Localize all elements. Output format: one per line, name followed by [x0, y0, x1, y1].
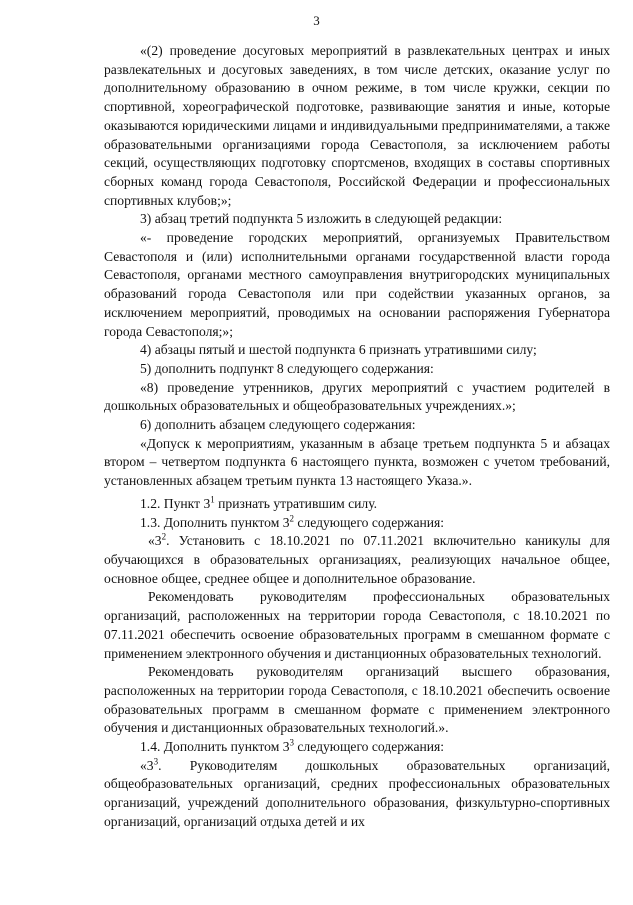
- paragraph-item-4: 4) абзацы пятый и шестой подпункта 6 признать утратившими силу;: [140, 342, 537, 358]
- quoted-3-2-before: «3: [148, 533, 162, 549]
- item-1-3-sup: 2: [289, 513, 294, 524]
- paragraph-recommend-professional: Рекомендовать руководителям профессиональных образовательных организаций, расположенных на территории города Севастополя, с 18.10.2021 по 07.11.2021 обеспечить освоение образовательных программ в смешанном формате с применением электронного обучения и дистанционных образовательных технологий.: [104, 589, 610, 661]
- item-1-4-after: следующего содержания:: [294, 739, 445, 755]
- paragraph-item-1-4: [104, 738, 610, 757]
- document-body: [104, 42, 610, 832]
- paragraph-item-5: 5) дополнить подпункт 8 следующего содержания:: [140, 360, 434, 376]
- item-1-4-before: 1.4. Дополнить пунктом 3: [140, 739, 290, 755]
- item-1-2-sup: 1: [210, 494, 215, 505]
- item-1-2-before: 1.2. Пункт 3: [140, 495, 211, 511]
- quoted-3-3-sup: 3: [153, 756, 159, 767]
- paragraph-quoted-item-8: «8) проведение утренников, других мероприятий с участием родителей в дошкольных образовательных и общеобразовательных учреждениях.»;: [104, 379, 610, 414]
- paragraph-item-1-3: [104, 514, 610, 533]
- paragraph-recommend-higher: Рекомендовать руководителям организаций высшего образования, расположенных на территории города Севастополя, с 18.10.2021 обеспечить освоение образовательных программ в смешанном формате с применением электронного обучения и дистанционных образовательных технологий.».: [104, 664, 610, 736]
- item-1-4-sup: 3: [289, 737, 294, 748]
- quoted-3-3-before: «3: [140, 757, 154, 773]
- paragraph-quoted-3-3: [104, 757, 610, 832]
- quoted-3-3-after: . Руководителям дошкольных образовательных организаций, общеобразовательных организаций, средних профессиональных образовательных организаций, учреждений дополнительного образования, физкультурно-спортивных организаций, организаций отдыха детей и их: [104, 757, 610, 829]
- quoted-3-2-sup: 2: [161, 531, 167, 542]
- item-1-3-before: 1.3. Дополнить пунктом 3: [140, 514, 290, 530]
- paragraph-quoted-city-events: «- проведение городских мероприятий, организуемых Правительством Севастополя и (или) исполнительными органами государственной власти города Севастополя, органами местного самоуправления внутригородских муниципальных образований города Севастополя или при содействии указанных органов, за исключением мероприятий, проводимых на основании распоряжения Губернатора города Севастополя;»;: [104, 230, 610, 339]
- paragraph-item-1-2: [104, 495, 610, 514]
- paragraph-item-6: 6) дополнить абзацем следующего содержания:: [140, 417, 416, 433]
- quoted-3-2-after: . Установить с 18.10.2021 по 07.11.2021 включительно каникулы для обучающихся в образовательных организациях, реализующих начальное общее, основное общее, среднее общее и дополнительное образование.: [104, 533, 610, 586]
- item-1-2-after: признать утратившим силу.: [214, 495, 378, 511]
- paragraph-quoted-item-2: «(2) проведение досуговых мероприятий в развлекательных центрах и иных развлекательных и досуговых заведениях, в том числе детских, оказание услуг по дополнительному образованию в очном режиме, в том числе кружки, секции по спортивной, хореографической подготовке, развивающие занятия и иные, которые оказываются юридическими лицами и индивидуальными предпринимателями, а также образовательными организациями города Севастополя, за исключением работы секций, осуществляющих подготовку спортсменов, входящих в составы спортивных сборных команд города Севастополя, Российской Федерации и профессиональных спортивных клубов;»;: [104, 43, 610, 208]
- paragraph-quoted-3-2: [104, 532, 610, 588]
- item-1-3-after: следующего содержания:: [294, 514, 445, 530]
- paragraph-quoted-admission: «Допуск к мероприятиям, указанным в абзаце третьем подпункта 5 и абзацах втором – четвертом подпункта 6 настоящего пункта, возможен с учетом требований, установленных абзацем третьим пункта 13 настоящего Указа.».: [104, 435, 610, 489]
- paragraph-item-3: 3) абзац третий подпункта 5 изложить в следующей редакции:: [140, 211, 503, 227]
- page-number: 3: [313, 13, 320, 28]
